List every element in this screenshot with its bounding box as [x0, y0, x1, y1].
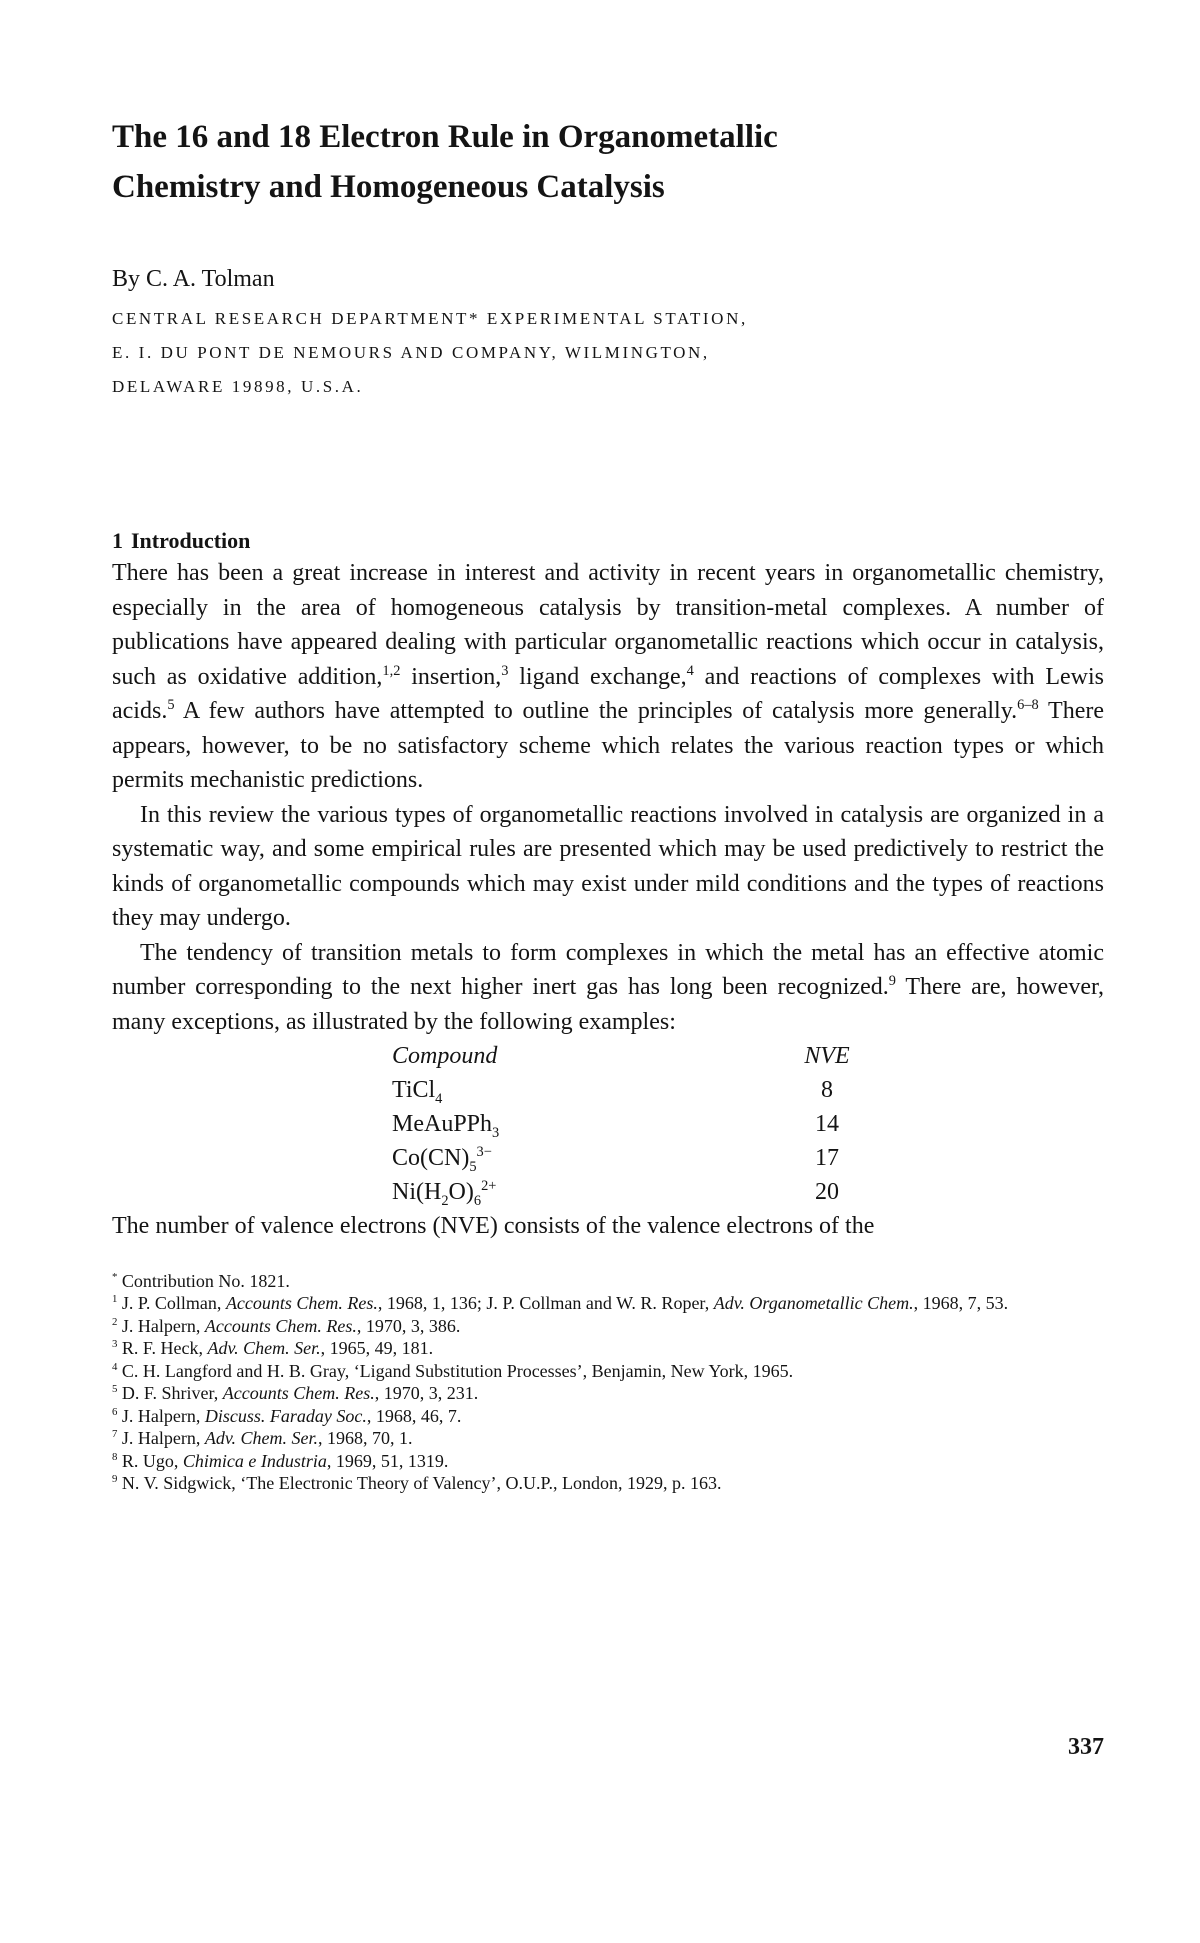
footnote [112, 1450, 1104, 1473]
footnote-text: , 1968, 7, 53. [913, 1293, 1009, 1313]
footnote-journal: Accounts Chem. Res. [225, 1293, 378, 1313]
paragraph-4: The number of valence electrons (NVE) consists of the valence electrons of the [112, 1213, 875, 1239]
footnote-mark: 5 [112, 1383, 118, 1395]
nve-cell: 14 [815, 1111, 839, 1137]
footnote-text: D. F. Shriver, [117, 1383, 223, 1403]
nve-cell: 8 [821, 1077, 833, 1103]
paragraph-3-text: There are, however, many exceptions, as illustrated by the following examples: [112, 974, 1104, 1035]
formula-subscript: 5 [469, 1158, 477, 1175]
footnote-text: J. Halpern, [117, 1315, 205, 1336]
section-title: Introduction [131, 528, 251, 553]
affiliation-line-1: CENTRAL RESEARCH DEPARTMENT* EXPERIMENTAL STATION, [112, 309, 748, 328]
page-content [112, 112, 1104, 1495]
formula-subscript: 4 [435, 1090, 443, 1107]
footnote-text: C. H. Langford and H. B. Gray, ‘Ligand Substitution Processes’, Benjamin, New York, 1965. [117, 1360, 794, 1381]
footnote-mark: 2 [112, 1315, 118, 1328]
footnote-mark: 4 [112, 1360, 118, 1373]
footnote-journal: Adv. Organometallic Chem. [713, 1293, 914, 1313]
footnote [112, 1360, 1104, 1383]
footnote [112, 1337, 1104, 1360]
paragraph-1-text: There has been a great increase in interest and activity in recent years in organometallic chemistry, especially in the area of homogeneous catalysis by transition-metal complexes. A number of publications have appeared dealing with particular organometallic reactions which occur in catalysis, such as oxidative addition, [112, 560, 1104, 690]
footnote [112, 1315, 1104, 1338]
citation-ref: 6–8 [1017, 697, 1039, 713]
footnote [112, 1405, 1104, 1428]
footnote-journal: Chimica e Industria [182, 1450, 327, 1471]
footnote-text: , 1970, 3, 386. [356, 1315, 461, 1336]
footnote-text: , 1968, 70, 1. [318, 1428, 413, 1448]
affiliation-line-2: E. I. DU PONT DE NEMOURS AND COMPANY, WILMINGTON, [112, 343, 710, 362]
footnote [112, 1427, 1104, 1450]
footnote-text: , 1965, 49, 181. [320, 1338, 434, 1358]
footnote-mark: * [112, 1270, 118, 1283]
footnote-text: R. Ugo, [117, 1450, 183, 1471]
footnote [112, 1382, 1104, 1405]
nve-cell: 20 [815, 1179, 839, 1205]
author-byline: By C. A. Tolman [112, 266, 275, 292]
footnote-mark: 6 [112, 1405, 118, 1418]
paragraph-1 [112, 556, 1104, 798]
table-row [112, 1073, 1104, 1107]
formula-charge: 3− [476, 1144, 492, 1160]
affiliation-line-3: DELAWARE 19898, U.S.A. [112, 377, 364, 396]
footnote-journal: Adv. Chem. Ser. [204, 1428, 319, 1448]
footnote [112, 1292, 1104, 1315]
footnote-journal: Adv. Chem. Ser. [207, 1338, 321, 1358]
table-row [112, 1175, 1104, 1209]
citation-ref: 5 [167, 697, 175, 713]
footnote-mark: 9 [112, 1473, 118, 1485]
footnote-text: Contribution No. 1821. [117, 1270, 290, 1291]
footnote-text: , 1970, 3, 231. [374, 1383, 479, 1403]
compound-cell [112, 1175, 787, 1209]
header-compound: Compound [392, 1043, 498, 1069]
compound-formula: Ni(H [392, 1179, 442, 1205]
footnote-text: , 1968, 1, 136; J. P. Collman and W. R. Roper, [377, 1293, 714, 1313]
page-number: 337 [1068, 1734, 1104, 1760]
formula-subscript: 6 [473, 1192, 482, 1209]
paragraph-1-text: and reactions of complexes with Lewis acids. [112, 663, 1104, 724]
footnote-journal: Accounts Chem. Res. [222, 1383, 375, 1403]
paragraph-1-text: There appears, however, to be no satisfactory scheme which relates the various reaction types or which permits mechanistic predictions. [112, 698, 1104, 793]
paragraph-1-text: A few authors have attempted to outline the principles of catalysis more generally. [174, 698, 1018, 724]
paragraph-3-text: The tendency of transition metals to form complexes in which the metal has an effective atomic number corresponding to the next higher inert gas has long been recognized. [112, 939, 1104, 1000]
footnote-text: J. Halpern, [117, 1405, 205, 1426]
section-heading [112, 526, 1104, 556]
nve-cell: 17 [815, 1145, 839, 1171]
footnote [112, 1270, 1104, 1293]
footnote [112, 1472, 1104, 1495]
table-row [112, 1141, 1104, 1175]
footnote-mark: 1 [112, 1293, 118, 1305]
compound-cell [112, 1073, 787, 1107]
examples-header-row [112, 1039, 1104, 1073]
header-nve: NVE [804, 1043, 850, 1069]
footnote-text: J. Halpern, [117, 1428, 205, 1448]
citation-ref: 3 [501, 662, 509, 679]
footnote-text: N. V. Sidgwick, ‘The Electronic Theory of Valency’, O.U.P., London, 1929, p. 163. [117, 1473, 722, 1493]
article-title [112, 112, 1104, 212]
formula-subscript: 2 [441, 1192, 449, 1209]
footnote-journal: Accounts Chem. Res. [204, 1315, 357, 1336]
compound-formula: O) [448, 1179, 474, 1205]
footnote-text: , 1968, 46, 7. [366, 1405, 462, 1426]
footnote-text: R. F. Heck, [117, 1338, 208, 1358]
citation-ref: 1,2 [382, 662, 401, 679]
footnote-mark: 7 [112, 1428, 118, 1440]
paragraph-3 [112, 936, 1104, 1040]
compound-cell [112, 1141, 787, 1175]
formula-subscript: 3 [492, 1124, 500, 1141]
paragraph-2: In this review the various types of organometallic reactions involved in catalysis are organized in a systematic way, and some empirical rules are presented which may be used predictively to restrict the kinds of organometallic compounds which may exist under mild conditions and the types of reactions they may undergo. [112, 801, 1104, 931]
citation-ref: 9 [888, 973, 896, 989]
footnote-text: , 1969, 51, 1319. [326, 1450, 449, 1471]
title-line-1: The 16 and 18 Electron Rule in Organometallic [112, 119, 778, 155]
compound-cell [112, 1107, 787, 1141]
title-line-2: Chemistry and Homogeneous Catalysis [112, 169, 665, 205]
formula-charge: 2+ [481, 1178, 497, 1194]
section-number: 1 [112, 528, 123, 553]
compound-formula: MeAuPPh [392, 1111, 493, 1137]
footnote-text: J. P. Collman, [117, 1293, 226, 1313]
examples-table [112, 1039, 1104, 1209]
footnotes [112, 1270, 1104, 1495]
compound-formula: Co(CN) [392, 1145, 470, 1171]
compound-formula: TiCl [392, 1077, 436, 1103]
table-row [112, 1107, 1104, 1141]
citation-ref: 4 [686, 662, 694, 679]
footnote-journal: Discuss. Faraday Soc. [204, 1405, 367, 1426]
footnote-mark: 8 [112, 1450, 118, 1463]
footnote-mark: 3 [112, 1338, 118, 1350]
paragraph-1-text: insertion, [400, 663, 502, 690]
author-affiliation [112, 302, 1104, 404]
paragraph-1-text: ligand exchange, [508, 663, 687, 690]
